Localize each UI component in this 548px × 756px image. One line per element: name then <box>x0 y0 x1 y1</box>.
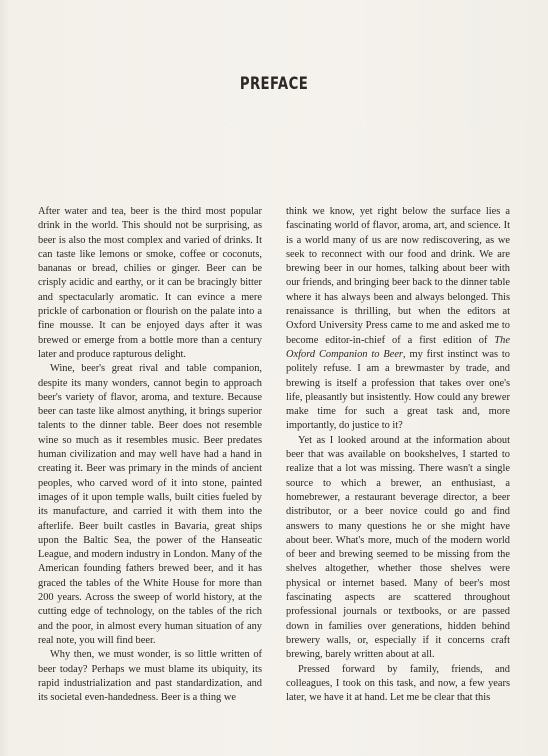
text-columns <box>38 205 510 705</box>
left-column <box>38 205 262 705</box>
paragraph: Why then, we must wonder, is so little written of beer today? Perhaps we must blame its ubiquity, its rapid industrialization and past standardization, and its societal even-handedness. Beer is a thing we <box>38 649 262 704</box>
page-title: PREFACE <box>239 74 309 94</box>
right-column <box>286 205 510 705</box>
paragraph: Wine, beer's great rival and table companion, despite its many wonders, cannot begin to approach beer's variety of flavor, aroma, and texture. Because beer can taste like almost anything, it brings superior talents to the dinner table. Beer does not resemble wine so much as it resembles music. Beer predates human civilization and may well have had a hand in creating it. Beer was primary in the minds of ancient peoples, who carved word of it into stone, painted images of it upon temple walls, built cities fueled by its manufacture, and carried it with them into the afterlife. Beer built castles in Bavaria, great ships upon the Baltic Sea, the power of the Hanseatic League, and modern industry in London. Many of the American founding fathers brewed beer, and it has graced the tables of the White House for more than 200 years. Across the sweep of world history, at the cutting edge of technology, on the tables of the rich and the poor, in almost every human situation of any real note, you will find beer. <box>38 363 262 646</box>
paragraph-text: think we know, yet right below the surface lies a fascinating world of flavor, aroma, art, and science. It is a world many of us are now rediscovering, as we seek to reconnect with our food and drink. We are brewing beer in our homes, talking about beer with our friends, and bringing beer back to the dinner table where it has always been and always belonged. This renaissance is thrilling, but when the editors at Oxford University Press came to me and asked me to become editor-in-chief of a first edition of <box>286 206 510 346</box>
book-title-italic: The Oxford Companion to Beer <box>286 334 510 360</box>
paragraph <box>286 205 510 434</box>
paragraph-text: , my first instinct was to politely refuse. I am a brewmaster by trade, and brewing is itself a profession that takes over one's life, pleasantly but insistently. How could any brewer make time for such a great task and, more importantly, do justice to it? <box>286 348 510 432</box>
paragraph: Yet as I looked around at the information about beer that was available on bookshelves, I started to realize that a lot was missing. There wasn't a single source to which a brewer, an enthusiast, a homebrewer, a restaurant beverage director, a beer distributor, or a beer novice could go and find answers to many questions he or she might have about beer. What's more, much of the modern world of beer and brewing seemed to be missing from the shelves altogether, whether those shelves were physical or internet based. Many of beer's most fascinating aspects are scattered throughout professional journals or textbooks, or are passed down in families over generations, hidden behind brewery walls, or, especially if it concerns craft brewing, barely written about at all. <box>286 434 510 661</box>
paragraph: Pressed forward by family, friends, and colleagues, I took on this task, and now, a few years later, we have it at hand. Let me be clear that this <box>286 663 510 704</box>
paragraph: After water and tea, beer is the third most popular drink in the world. This should not be surprising, as beer is also the most complex and varied of drinks. It can taste like lemons or smoke, coffee or coconuts, bananas or bread, chilies or ginger. Beer can be crisply acidic and earthy, or it can be bracingly bitter and spectacularly aromatic. It can evince a mere prickle of carbonation or flourish on the palate into a fine mousse. It can be enjoyed days after it was brewed or emerge from a bottle more than a century later and produce rapturous delight. <box>38 206 262 360</box>
